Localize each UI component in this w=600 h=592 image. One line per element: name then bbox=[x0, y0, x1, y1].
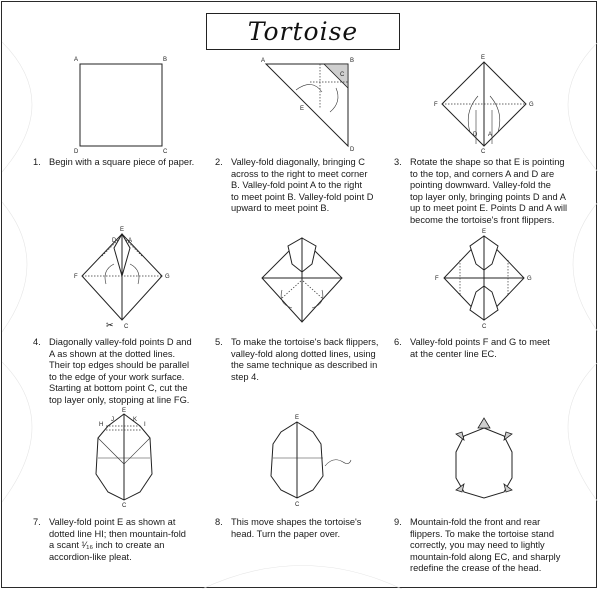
diagram-step-9 bbox=[442, 404, 542, 508]
step-number: 6. bbox=[394, 337, 402, 347]
step-text-line: Valley-fold diagonally, bringing C bbox=[231, 157, 366, 167]
step-text-line: Rotate the shape so that E is pointing bbox=[410, 157, 565, 167]
label-c: C bbox=[295, 502, 300, 508]
label-a: A bbox=[128, 238, 133, 244]
label-c: C bbox=[481, 149, 486, 155]
step-text-line: B. Valley-fold point A to the right bbox=[231, 180, 363, 191]
label-e: E bbox=[482, 229, 487, 235]
label-h: H bbox=[99, 422, 104, 428]
step-text-line: Starting at bottom point C, cut the bbox=[49, 383, 188, 394]
step-text-line: Valley-fold points F and G to meet bbox=[410, 337, 550, 347]
label-g: G bbox=[527, 276, 532, 282]
label-e: E bbox=[122, 408, 127, 414]
label-g: G bbox=[529, 102, 534, 108]
step-text-line: Begin with a square piece of paper. bbox=[49, 157, 195, 167]
step-number: 3. bbox=[394, 157, 402, 167]
step-2 bbox=[215, 157, 403, 215]
step-text-line: at the center line EC. bbox=[410, 348, 497, 359]
label-c: C bbox=[163, 149, 168, 155]
step-text-line: Their top edges should be parallel bbox=[49, 360, 190, 371]
step-6 bbox=[394, 337, 582, 360]
title-box bbox=[206, 13, 400, 50]
diagram-step-8 bbox=[257, 404, 367, 508]
diagram-step-3 bbox=[432, 52, 542, 155]
label-k: K bbox=[133, 417, 138, 423]
scissors-icon: ✂ bbox=[106, 320, 114, 330]
diagram-step-2 bbox=[252, 52, 372, 152]
diagram-step-5 bbox=[252, 224, 362, 332]
label-f: F bbox=[435, 276, 439, 282]
step-number: 2. bbox=[215, 157, 223, 167]
step-3 bbox=[394, 157, 592, 227]
label-d: D bbox=[74, 149, 79, 155]
step-text-line: pointing downward. Valley-fold the bbox=[410, 180, 551, 191]
step-text-line: This move shapes the tortoise's bbox=[231, 517, 362, 527]
step-number: 9. bbox=[394, 517, 402, 527]
page-title: Tortoise bbox=[247, 17, 359, 46]
step-text-line: up to meet point E. Points D and A will bbox=[410, 203, 568, 214]
label-c: C bbox=[482, 324, 487, 330]
step-text-line: flippers. To make the tortoise stand bbox=[410, 528, 555, 539]
label-e: E bbox=[295, 415, 300, 421]
label-d: D bbox=[473, 132, 478, 138]
step-number: 4. bbox=[33, 337, 41, 347]
label-d: D bbox=[350, 147, 355, 153]
step-text-line: top layer only, stopping at line FG. bbox=[49, 394, 190, 405]
step-text-line: head. Turn the paper over. bbox=[231, 528, 341, 539]
label-f: F bbox=[74, 274, 78, 280]
step-text-line: upward to meet point B. bbox=[231, 203, 330, 214]
diagram-step-6 bbox=[432, 224, 542, 332]
label-c: C bbox=[124, 324, 129, 330]
step-text-line: correctly, you may need to lightly bbox=[410, 540, 545, 551]
step-text-line: become the tortoise's front flippers. bbox=[410, 214, 555, 225]
label-j: J bbox=[111, 417, 114, 423]
step-7 bbox=[33, 517, 221, 563]
step-text-line: Valley-fold point E as shown at bbox=[49, 517, 176, 527]
step-4 bbox=[33, 337, 221, 407]
label-d: D bbox=[112, 238, 117, 244]
step-text-line: redefine the crease of the head. bbox=[410, 563, 542, 574]
label-a: A bbox=[74, 57, 79, 63]
diagram-step-7 bbox=[82, 404, 182, 508]
step-text-line: accordion-like pleat. bbox=[49, 551, 132, 562]
diagram-step-4 bbox=[72, 224, 182, 332]
label-c: C bbox=[340, 72, 345, 78]
step-number: 7. bbox=[33, 517, 41, 527]
step-1 bbox=[33, 157, 221, 169]
label-a: A bbox=[488, 132, 493, 138]
step-text-line: across to the right to meet corner bbox=[231, 168, 368, 179]
step-text-line: valley-fold along dotted lines, using bbox=[231, 348, 376, 359]
step-text-line: the same technique as described in bbox=[231, 360, 378, 371]
label-e: E bbox=[120, 227, 125, 233]
step-text-line: to the edge of your work surface. bbox=[49, 371, 185, 382]
step-number: 5. bbox=[215, 337, 223, 347]
step-5 bbox=[215, 337, 403, 383]
label-i: I bbox=[144, 422, 146, 428]
step-number: 8. bbox=[215, 517, 223, 527]
step-text-line: a scant ¹⁄₁₆ inch to create an bbox=[49, 540, 165, 551]
step-8 bbox=[215, 517, 403, 540]
label-g: G bbox=[165, 274, 170, 280]
step-text-line: top layer only, bringing points D and A bbox=[410, 191, 566, 202]
step-9 bbox=[394, 517, 592, 575]
step-text-line: To make the tortoise's back flippers, bbox=[231, 337, 379, 347]
label-a: A bbox=[261, 58, 266, 64]
label-e: E bbox=[481, 55, 486, 61]
step-text-line: to meet point B. Valley-fold point D bbox=[231, 191, 374, 202]
step-text-line: to the top, and corners A and D are bbox=[410, 168, 555, 179]
diagram-step-1 bbox=[62, 52, 182, 155]
step-text-line: Diagonally valley-fold points D and bbox=[49, 337, 192, 347]
label-c: C bbox=[122, 503, 127, 509]
step-number: 1. bbox=[33, 157, 41, 167]
step-text-line: dotted line HI; then mountain-fold bbox=[49, 528, 186, 539]
label-b: B bbox=[163, 57, 168, 63]
step-text-line: step 4. bbox=[231, 371, 259, 382]
step-text-line: A as shown at the dotted lines. bbox=[49, 348, 176, 359]
step-text-line: mountain-fold along EC, and sharply bbox=[410, 551, 561, 562]
label-f: F bbox=[434, 102, 438, 108]
step-text-line: Mountain-fold the front and rear bbox=[410, 517, 541, 527]
instruction-page bbox=[1, 1, 597, 588]
label-e: E bbox=[300, 106, 305, 112]
label-b: B bbox=[350, 58, 355, 64]
